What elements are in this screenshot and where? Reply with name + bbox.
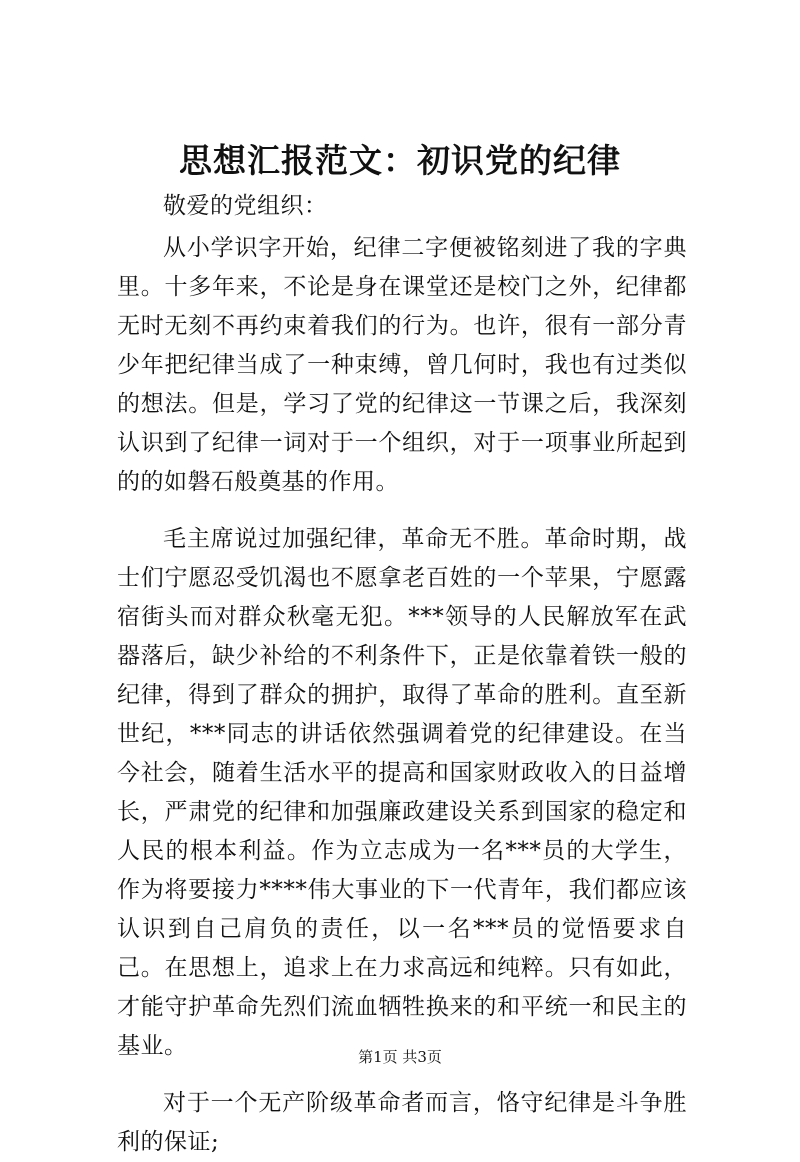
paragraph-1: 从小学识字开始，纪律二字便被铭刻进了我的字典里。十多年来，不论是身在课堂还是校门之外，纪律都无时无刻不再约束着我们的行为。也许，很有一部分青少年把纪律当成了一种束缚，曾几何时，我也有过类似的想法。但是，学习了党的纪律这一节课之后，我深刻认识到了纪律一词对于一个组织，对于一项事业所起到的的如磐石般奠基的作用。	[117, 235, 687, 495]
paragraph-2: 毛主席说过加强纪律，革命无不胜。革命时期，战士们宁愿忍受饥渴也不愿拿老百姓的一个苹果，宁愿露宿街头而对群众秋毫无犯。***领导的人民解放军在武器落后，缺少补给的不利条件下，正是依靠着铁一般的纪律，得到了群众的拥护，取得了革命的胜利。直至新世纪，***同志的讲话依然强调着党的纪律建设。在当今社会，随着生活水平的提高和国家财政收入的日益增长，严肃党的纪律和加强廉政建设关系到国家的稳定和人民的根本利益。作为立志成为一名***员的大学生，作为将要接力****伟大事业的下一代青年，我们都应该认识到自己肩负的责任，以一名***员的觉悟要求自己。在思想上，追求上在力求高远和纯粹。只有如此，才能守护革命先烈们流血牺牲换来的和平统一和民主的基业。	[117, 526, 687, 1059]
salutation: 敬爱的党组织：	[163, 193, 328, 219]
document-title: 思想汇报范文：初识党的纪律	[179, 141, 621, 180]
page-number-footer: 第1页 共3页	[358, 1048, 442, 1066]
document-body	[117, 187, 687, 1162]
paragraph-3: 对于一个无产阶级革命者而言，恪守纪律是斗争胜利的保证;	[117, 1090, 687, 1155]
